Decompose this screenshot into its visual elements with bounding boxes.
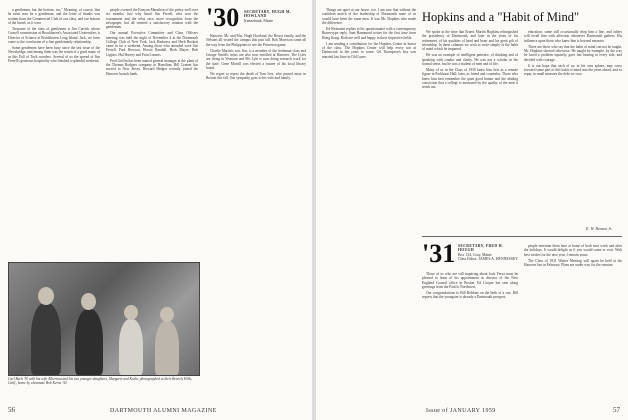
class-year-heading: '31 xyxy=(422,239,456,268)
article-column-2: education, some still occasionally drop him a line, and others will recall him with affection whenever Dartmouth gathers. His influence upon those who knew him is beyond measure. There are those who say that the habit of mind can not be taught. Mr. Hopkins showed otherwise. He taught by example, by the way he faced a problem squarely, gave fair hearing to every side, and decided with courage. It is our hope that each of us, in his own sphere, may carry forward some part of this habit of mind into the years ahead, and so repay in small measure the debt we owe. xyxy=(524,30,622,77)
article-column-1: We spoke at the time that Ernest Martin Hopkins relinquished the presidency of Dartmouth, and later in the years of his retirement, of his qualities of head and heart and his great gift of friendship. In these columns we wish to write simply of the habit of mind which he imparted. He was an example of intelligent patience, of thinking and of speaking with candor and clarity. He was not a scholar in the formal sense, but he was a student of men and of life. Many of us in the Class of 1930 knew him first as a remote figure in Parkhurst Hall; later, as friend and counselor. Those who knew him best remember the quiet good humor and the abiding conviction that a college is measured by the quality of the men it sends out. xyxy=(422,30,518,89)
class-secretary-info: SECRETARY, FRED H. HOUGH Box 134, Gray, Maine Class Editor, JAMES A. HENNESSEY xyxy=(458,244,518,262)
family-photo xyxy=(8,262,200,376)
page-number-left: 56 xyxy=(8,406,15,414)
column-1: a gentleman, but the bottom, too," Meaning, of course, that he must now be a gentleman, and the letter of thanks was written from the Commercial Club of our class, and our bottom of the barrel, as it were. Treasurer of the class of gentlemen is Jim Carrick whose Cornell commission at Brookhaven's Associated Universities is Director of Science at Brookhaven Long Island. Jack, we have come to the conclusion of a fine gentlemanly relationship. Some gentlemen have been busy since the last issue of the Newsbridge, and among them was the return of a good many of us this Fall of Tuck wonders. Several of us the spread of Jim Ferrell's generous hospitality who finished a splendid weekend. xyxy=(8,8,100,63)
column-3: Hanover, Mr. and Mrs. Hugh Howland, the Rivers family, and the Nelsons all visited the campus this past fall. Bob Morrison came all the way from the Philippines to see the Princeton game. Charlie Martin's son, Jim, is a member of the freshman class and George Smith's twins are also now enrolled at Hanover. The Lyles are living in Vermont and Mr. Lyle is now doing research work for the state. Gene Morrill was elected a trustee of his local library board. We regret to report the death of Tom Ives, who passed away in Boston this fall. Our sympathy goes to his wife and family. xyxy=(206,34,306,81)
article-byline: E. W. Benson Jr. xyxy=(586,226,613,231)
section-divider xyxy=(422,236,622,237)
page-number-right: 57 xyxy=(613,406,620,414)
class-secretary-info: SECRETARY, HUGH M. HOWLAND Kennebunk, Maine xyxy=(244,10,292,23)
class-notes-column-2: people entertain them here at home of both next week and after the holidays. It would delight us if you would come to visit. With best wishes for the new year, I remain yours. The Class of 1931 Winter Meeting will again be held at the Hanover Inn in February. Plans are under way for the reunion. xyxy=(524,244,622,267)
right-page xyxy=(316,0,628,420)
class-year-heading: '30 xyxy=(206,3,240,32)
column-1: Things are quiet at our house, too. I am sure that without the confident march of the leadership of Dartmouth none of us would have been the same men. It was Mr. Hopkins who made the difference. Ed Weinstein replies to his questionnaire with a contemporary Bones-type reply. Sam Hammond writes for the first time from Hong Kong. Both are well and happy in their respective fields. I am sending a contribution for the Hopkins Center in honor of the class. The Hopkins Center will help every son at Dartmouth in the years to come. Gil Thompson's boy was married last June in Old Lyme. xyxy=(322,8,416,59)
article-title: Hopkins and a "Habit of Mind" xyxy=(422,10,580,24)
footer-left: DARTMOUTH ALUMNI MAGAZINE xyxy=(110,408,217,414)
left-page xyxy=(0,0,312,420)
column-2: people covered the Kenyon Marathon of the pretty-well over six months. Just why hasn't Jim Ferrell, who won the tournament and the relay race, more recognition from the newspaper, but all seemed a satisfactory reunion with the gentleman. Our annual Executive Committee and Class Officers meeting was held the night of November 4 at the Dartmouth College Club of New York. Jack Harkness and Herb Beckett came in for a weekend. Among those who attended were Jim Ferrell, Paul Hewson, Howie Randall, Herb Mayer, Bob Lippert, Hal Harvey and Fran Loomis. Fred Griffin has been named general manager at the plant of the Thomas Rodgers company in Hamilton; Bill Cramer has moved to New Jersey. Howard Hedges recently joined the Hanover branch bank. xyxy=(106,8,198,76)
photo-caption: Carl Bach '30 with his wife Albertina and his two younger daughters, Margaret and Karla, photographed at their Beverly Hills, Calif., home by classmate Bob Kerns '30. xyxy=(8,377,192,386)
class-notes-column: Those of us who are still inquiring about Jack Yerxa must be pleased to learn of his appointment as director of the New England Council office in Boston. Ed Cooper has sent along greetings from the Pacific Northwest. Our congratulations to Bill Robbins on the birth of a son. Bill reports that the youngster is already a Dartmouth prospect. xyxy=(422,272,518,300)
footer-right: Issue of JANUARY 1959 xyxy=(426,408,496,414)
